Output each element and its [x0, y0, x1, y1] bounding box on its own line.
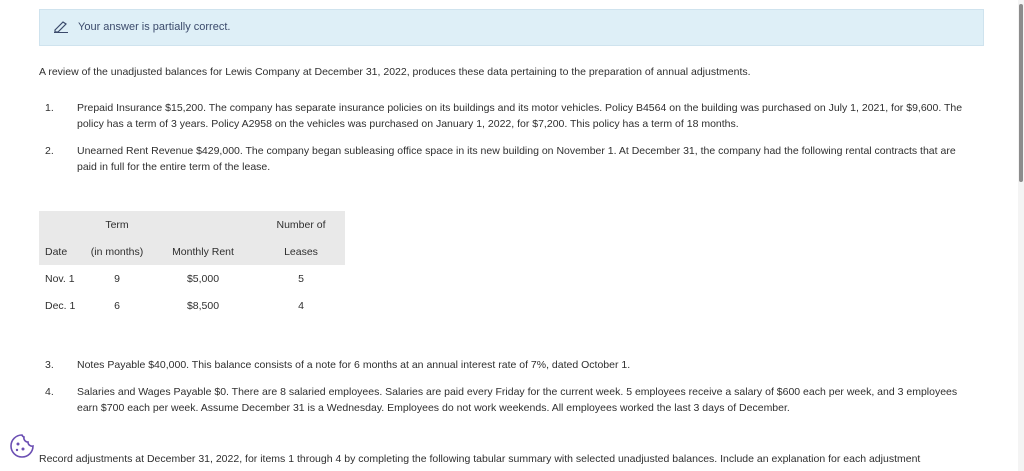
table-row	[39, 265, 345, 292]
scrollbar[interactable]	[1018, 0, 1024, 471]
record-instruction: Record adjustments at December 31, 2022, for items 1 through 4 by completing the following tabular summary with selected unadjusted balances. Include an explanation for each adjustment	[39, 453, 921, 465]
header-cell-rent: Monthly Rent	[149, 238, 257, 265]
item-number: 3.	[45, 359, 54, 371]
scrollbar-thumb[interactable]	[1019, 4, 1023, 182]
header-cell-date: Date	[39, 238, 85, 265]
cell-term: 6	[114, 299, 120, 312]
cookie-settings-icon[interactable]	[9, 433, 35, 459]
cell-date: Nov. 1	[45, 272, 75, 285]
cell-term: 9	[114, 272, 120, 285]
cell-leases: 5	[298, 272, 304, 285]
feedback-banner	[39, 9, 984, 46]
feedback-message: Your answer is partially correct.	[78, 21, 231, 33]
problem-intro: A review of the unadjusted balances for Lewis Company at December 31, 2022, produces these data pertaining to the preparation of annual adjustments.	[39, 66, 751, 78]
header-cell: Term	[85, 211, 149, 238]
item-text: Notes Payable $40,000. This balance consists of a note for 6 months at an annual interest rate of 7%, dated October 1.	[77, 359, 631, 371]
item-text: Prepaid Insurance $15,200. The company has separate insurance policies on its buildings and its motor vehicles. Policy B4564 on the building was purchased on July 1, 2021, for $9,600. The policy has a term of 3 years. Policy A2958 on the vehicles was purchased on January 1, 2022, for $7,200. This policy has a term of 18 months.	[77, 102, 963, 130]
item-number: 1.	[45, 102, 54, 114]
header-cell	[149, 211, 257, 238]
header-cell-term: (in months)	[85, 238, 149, 265]
header-cell: Number of	[257, 211, 345, 238]
header-cell-leases: Leases	[257, 238, 345, 265]
rental-contracts-table	[39, 211, 345, 319]
table-header-row	[39, 211, 345, 238]
item-number: 4.	[45, 386, 54, 398]
item-number: 2.	[45, 145, 54, 157]
cell-rent: $8,500	[186, 299, 220, 312]
cell-date: Dec. 1	[45, 299, 76, 312]
cell-leases: 4	[298, 299, 304, 312]
header-cell	[39, 211, 85, 238]
pencil-icon	[54, 21, 68, 33]
table-header-row	[39, 238, 345, 265]
cell-rent: $5,000	[186, 272, 220, 285]
item-text: Salaries and Wages Payable $0. There are 8 salaried employees. Salaries are paid every Friday for the current week. 5 employees receive a salary of $600 each per week, and 3 employees earn $700 each per week. Assume December 31 is a Wednesday. Employees do not work weekends. All employees worked the last 3 days of December.	[77, 386, 958, 414]
table-row	[39, 292, 345, 319]
item-text: Unearned Rent Revenue $429,000. The company began subleasing office space in its new building on November 1. At December 31, the company had the following rental contracts that are paid in full for the entire term of the lease.	[77, 145, 956, 173]
